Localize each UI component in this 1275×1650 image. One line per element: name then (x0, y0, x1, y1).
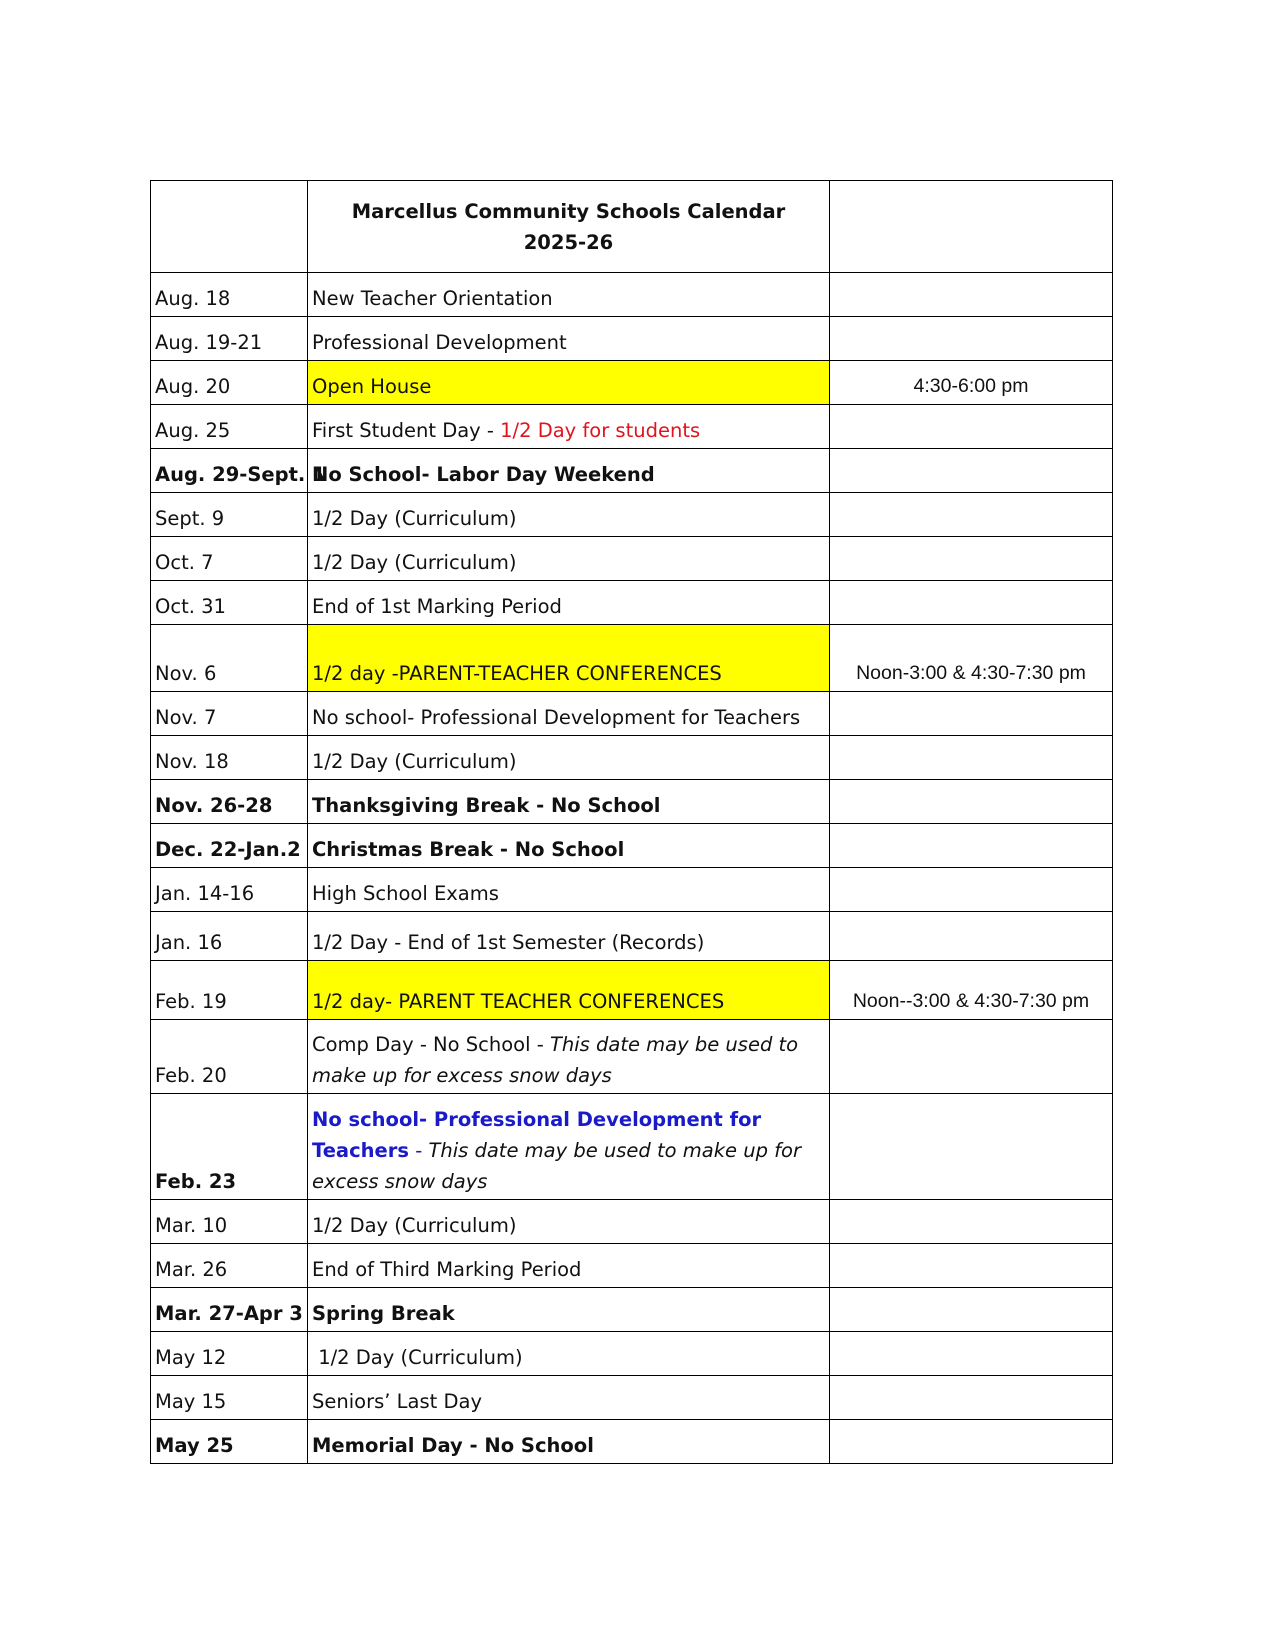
event-cell: 1/2 day- PARENT TEACHER CONFERENCES (308, 961, 830, 1020)
event-cell: 1/2 Day - End of 1st Semester (Records) (308, 912, 830, 961)
table-row (151, 1332, 1113, 1376)
date-cell: Nov. 6 (151, 625, 308, 692)
date-cell: Nov. 7 (151, 692, 308, 736)
date-cell: Mar. 26 (151, 1244, 308, 1288)
date-cell: May 15 (151, 1376, 308, 1420)
table-row (151, 317, 1113, 361)
table-row (151, 1020, 1113, 1094)
notes-cell (830, 1020, 1113, 1094)
event-cell: Thanksgiving Break - No School (308, 780, 830, 824)
notes-cell: Noon-3:00 & 4:30-7:30 pm (830, 625, 1113, 692)
calendar-title (308, 181, 830, 273)
notes-cell (830, 581, 1113, 625)
event-cell: No school- Professional Development for Teachers (308, 692, 830, 736)
date-cell: Mar. 27-Apr 3 (151, 1288, 308, 1332)
notes-cell: Noon--3:00 & 4:30-7:30 pm (830, 961, 1113, 1020)
event-cell (308, 1094, 830, 1200)
event-cell: New Teacher Orientation (308, 273, 830, 317)
event-cell: Christmas Break - No School (308, 824, 830, 868)
date-cell: Mar. 10 (151, 1200, 308, 1244)
date-cell: Jan. 14-16 (151, 868, 308, 912)
table-row (151, 449, 1113, 493)
notes-cell (830, 1376, 1113, 1420)
notes-cell (830, 692, 1113, 736)
notes-cell (830, 780, 1113, 824)
table-row (151, 537, 1113, 581)
date-cell: Aug. 29-Sept. 1 (151, 449, 308, 493)
notes-cell (830, 537, 1113, 581)
date-cell: Nov. 18 (151, 736, 308, 780)
table-row (151, 273, 1113, 317)
date-cell: Oct. 7 (151, 537, 308, 581)
event-cell: Memorial Day - No School (308, 1420, 830, 1464)
event-text: First Student Day - (312, 419, 501, 442)
table-row (151, 625, 1113, 692)
notes-cell (830, 273, 1113, 317)
notes-cell (830, 1200, 1113, 1244)
event-cell: 1/2 Day (Curriculum) (308, 493, 830, 537)
notes-cell (830, 1420, 1113, 1464)
date-cell: Dec. 22-Jan.2 (151, 824, 308, 868)
table-row (151, 912, 1113, 961)
notes-cell (830, 824, 1113, 868)
date-cell: Aug. 20 (151, 361, 308, 405)
notes-cell (830, 405, 1113, 449)
table-row (151, 581, 1113, 625)
event-cell: 1/2 Day (Curriculum) (308, 736, 830, 780)
table-row (151, 780, 1113, 824)
date-cell: Jan. 16 (151, 912, 308, 961)
event-note-text: This date may be used to make up for excess snow days (312, 1033, 799, 1087)
title-line-1: Marcellus Community Schools Calendar (351, 199, 786, 223)
event-cell: High School Exams (308, 868, 830, 912)
table-row (151, 868, 1113, 912)
table-row (151, 1200, 1113, 1244)
date-cell: May 25 (151, 1420, 308, 1464)
calendar-table (150, 180, 1113, 1464)
date-cell: Nov. 26-28 (151, 780, 308, 824)
notes-cell (830, 912, 1113, 961)
event-cell: End of Third Marking Period (308, 1244, 830, 1288)
date-cell: Aug. 25 (151, 405, 308, 449)
header-blank-cell (830, 181, 1113, 273)
date-cell: Feb. 23 (151, 1094, 308, 1200)
title-line-2: 2025-26 (523, 230, 614, 254)
table-row (151, 361, 1113, 405)
event-cell (308, 1020, 830, 1094)
event-cell: 1/2 day -PARENT-TEACHER CONFERENCES (308, 625, 830, 692)
notes-cell (830, 1244, 1113, 1288)
table-row (151, 1420, 1113, 1464)
date-cell: Sept. 9 (151, 493, 308, 537)
table-row (151, 692, 1113, 736)
notes-cell (830, 493, 1113, 537)
event-cell: 1/2 Day (Curriculum) (308, 1332, 830, 1376)
event-cell: Spring Break (308, 1288, 830, 1332)
event-cell: 1/2 Day (Curriculum) (308, 537, 830, 581)
table-row (151, 493, 1113, 537)
notes-cell (830, 868, 1113, 912)
table-row (151, 1244, 1113, 1288)
notes-cell (830, 1288, 1113, 1332)
notes-cell (830, 1094, 1113, 1200)
event-cell: No School- Labor Day Weekend (308, 449, 830, 493)
notes-cell (830, 736, 1113, 780)
header-blank-cell (151, 181, 308, 273)
table-row (151, 736, 1113, 780)
event-note-text: This date may be used to make up for excess snow days (312, 1139, 801, 1193)
table-row (151, 1376, 1113, 1420)
header-row (151, 181, 1113, 273)
table-row (151, 1094, 1113, 1200)
table-row (151, 405, 1113, 449)
event-cell: Professional Development (308, 317, 830, 361)
event-cell: Seniors’ Last Day (308, 1376, 830, 1420)
date-cell: Aug. 18 (151, 273, 308, 317)
date-cell: Feb. 19 (151, 961, 308, 1020)
table-row (151, 824, 1113, 868)
notes-cell (830, 317, 1113, 361)
date-cell: Feb. 20 (151, 1020, 308, 1094)
notes-cell (830, 1332, 1113, 1376)
date-cell: Aug. 19-21 (151, 317, 308, 361)
event-highlight-text: 1/2 Day for students (500, 419, 701, 442)
notes-cell (830, 449, 1113, 493)
event-cell: Open House (308, 361, 830, 405)
date-cell: May 12 (151, 1332, 308, 1376)
table-row (151, 1288, 1113, 1332)
table-row (151, 961, 1113, 1020)
event-cell: End of 1st Marking Period (308, 581, 830, 625)
event-text: No school- Professional Development for Teachers (312, 1108, 762, 1162)
event-text: Comp Day - No School - (312, 1033, 550, 1056)
date-cell: Oct. 31 (151, 581, 308, 625)
notes-cell: 4:30-6:00 pm (830, 361, 1113, 405)
event-cell (308, 405, 830, 449)
event-cell: 1/2 Day (Curriculum) (308, 1200, 830, 1244)
event-separator: - (409, 1139, 429, 1162)
